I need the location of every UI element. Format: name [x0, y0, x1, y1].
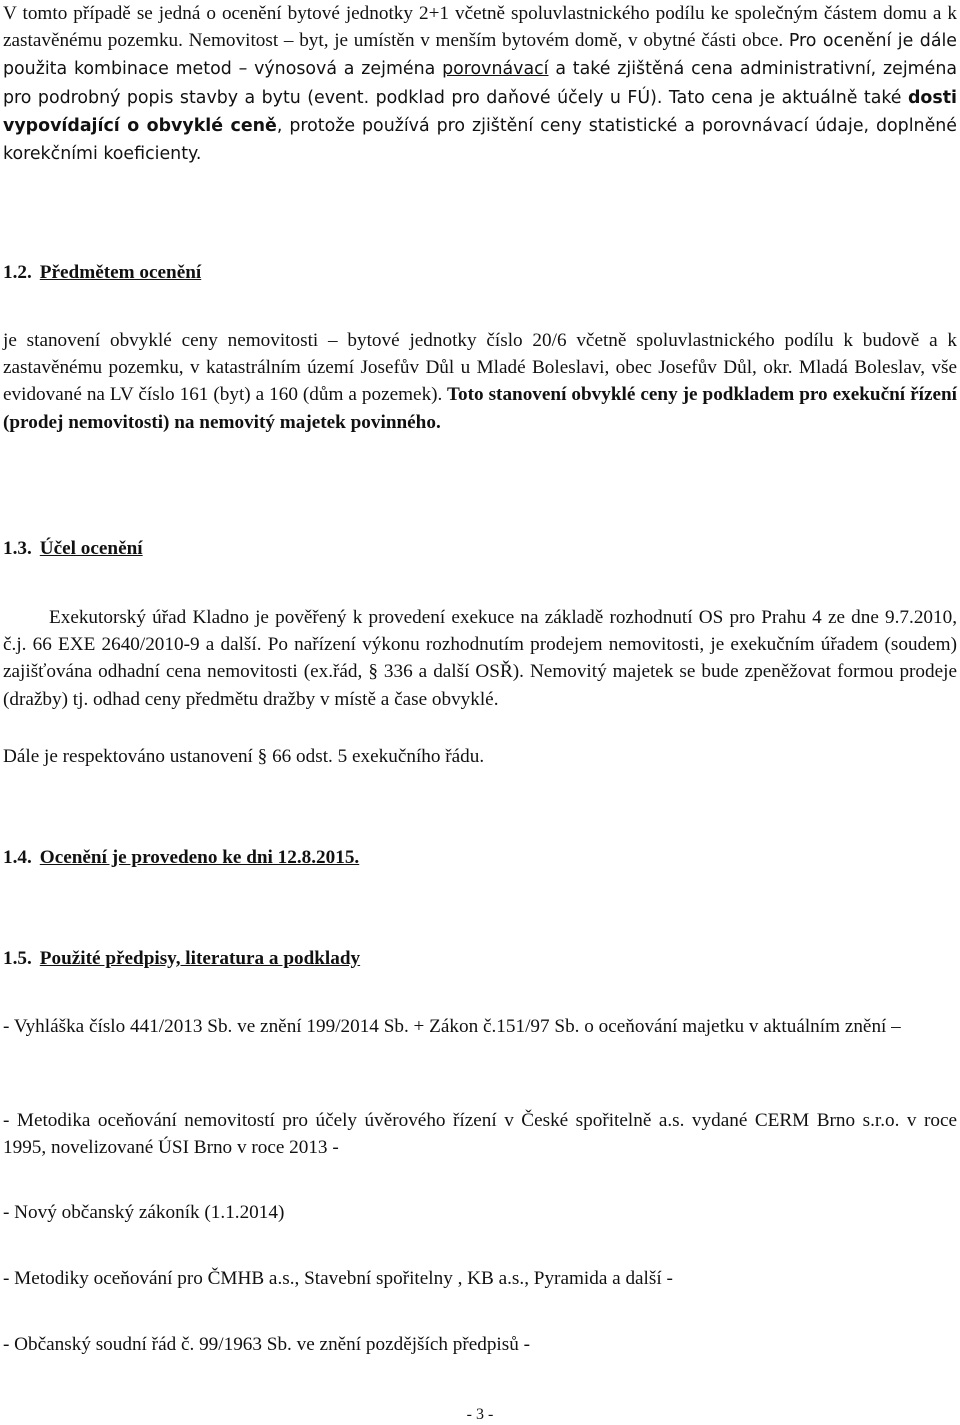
section-title: Ocenění je provedeno ke dni 12.8.2015.	[39, 847, 360, 868]
section-number: 1.5.	[3, 948, 32, 969]
intro-sentence-3-start: Tato cena je aktuálně také	[662, 87, 908, 108]
section-1-3-text	[3, 604, 957, 713]
literature-item: - Metodiky oceňování pro ČMHB a.s., Stavební spořitelny , KB a.s., Pyramida a další -	[3, 1268, 673, 1289]
section-number: 1.3.	[3, 538, 32, 559]
section-title: Účel ocenění	[39, 538, 143, 559]
intro-sentence-1: V tomto případě se jedná o ocenění bytové jednotky 2+1 včetně spoluvlastnického podílu ke společným částem domu a k zastavěnému pozemku. Nemovitost – byt, je umístěn v menším bytovém domě, v obytné části obce.	[3, 3, 957, 52]
page-number: - 3 -	[466, 1406, 494, 1423]
section-1-3-heading	[3, 538, 143, 560]
section-1-2-body: je stanovení obvyklé ceny nemovitosti – bytové jednotky číslo 20/6 včetně spoluvlastnického podílu k budově a k zastavěnému pozemku, v katastrálním území Josefův Důl u Mladé Boleslavi, obec Josefův Důl, okr. Mladá Boleslav, vše evidované na LV číslo 161 (byt) a 160 (dům a pozemek).	[3, 330, 957, 406]
section-number: 1.2.	[3, 262, 32, 283]
intro-sentence-2-end: a také zjištěná cena administrativní, zejména pro podrobný popis stavby a bytu (event. podklad pro daňové účely u FÚ).	[3, 59, 958, 108]
literature-item: - Metodika oceňování nemovitostí pro účely úvěrového řízení v České spořitelně a.s. vydané CERM Brno s.r.o. v roce 1995, novelizované ÚSI Brno v roce 2013 -	[3, 1110, 957, 1159]
section-1-3-body: Exekutorský úřad Kladno je pověřený k provedení exekuce na základě rozhodnutí OS pro Prahu 4 ze dne 9.7.2010, č.j. 66 EXE 2640/2010-9 a další. Po nařízení výkonu rozhodnutím prodejem nemovitosti, je exekučním úřadem (soudem) zajišťována odhadní cena nemovitosti (ex.řád, § 336 a další OSŘ). Nemovitý majetek se bude zpeněžovat formou prodeje (dražby) tj. odhad ceny předmětu dražby v místě a čase obvyklé.	[3, 607, 957, 710]
section-1-2-bold-body: Toto stanovení obvyklé ceny je podkladem pro exekuční řízení (prodej nemovitosti) na nemovitý majetek povinného.	[3, 384, 957, 433]
literature-item: - Nový občanský zákoník (1.1.2014)	[3, 1202, 285, 1223]
intro-sentence-2-start: Pro ocenění je dále použita kombinace metod – výnosová a zejména	[3, 31, 958, 80]
section-1-2-text	[3, 327, 957, 436]
intro-paragraph	[3, 0, 957, 168]
intro-sentence-3-bold: dosti vypovídající o obvyklé ceně	[3, 87, 957, 136]
section-number: 1.4.	[3, 847, 32, 868]
section-title: Použité předpisy, literatura a podklady	[39, 948, 361, 969]
section-1-4-heading	[3, 847, 359, 869]
intro-sentence-3-end: , protože používá pro zjištění ceny statistické a porovnávací údaje, doplněné korekčními koeficienty.	[3, 115, 957, 165]
section-1-3-extra: Dále je respektováno ustanovení § 66 odst. 5 exekučního řádu.	[3, 746, 485, 767]
section-title: Předmětem ocenění	[39, 262, 202, 283]
section-1-2-heading	[3, 262, 201, 284]
intro-underlined-word: porovnávací	[442, 59, 549, 80]
literature-item: - Občanský soudní řád č. 99/1963 Sb. ve znění pozdějších předpisů -	[3, 1334, 531, 1355]
section-1-5-heading	[3, 948, 360, 970]
literature-item: - Vyhláška číslo 441/2013 Sb. ve znění 199/2014 Sb. + Zákon č.151/97 Sb. o oceňování majetku v aktuálním znění –	[3, 1016, 901, 1037]
